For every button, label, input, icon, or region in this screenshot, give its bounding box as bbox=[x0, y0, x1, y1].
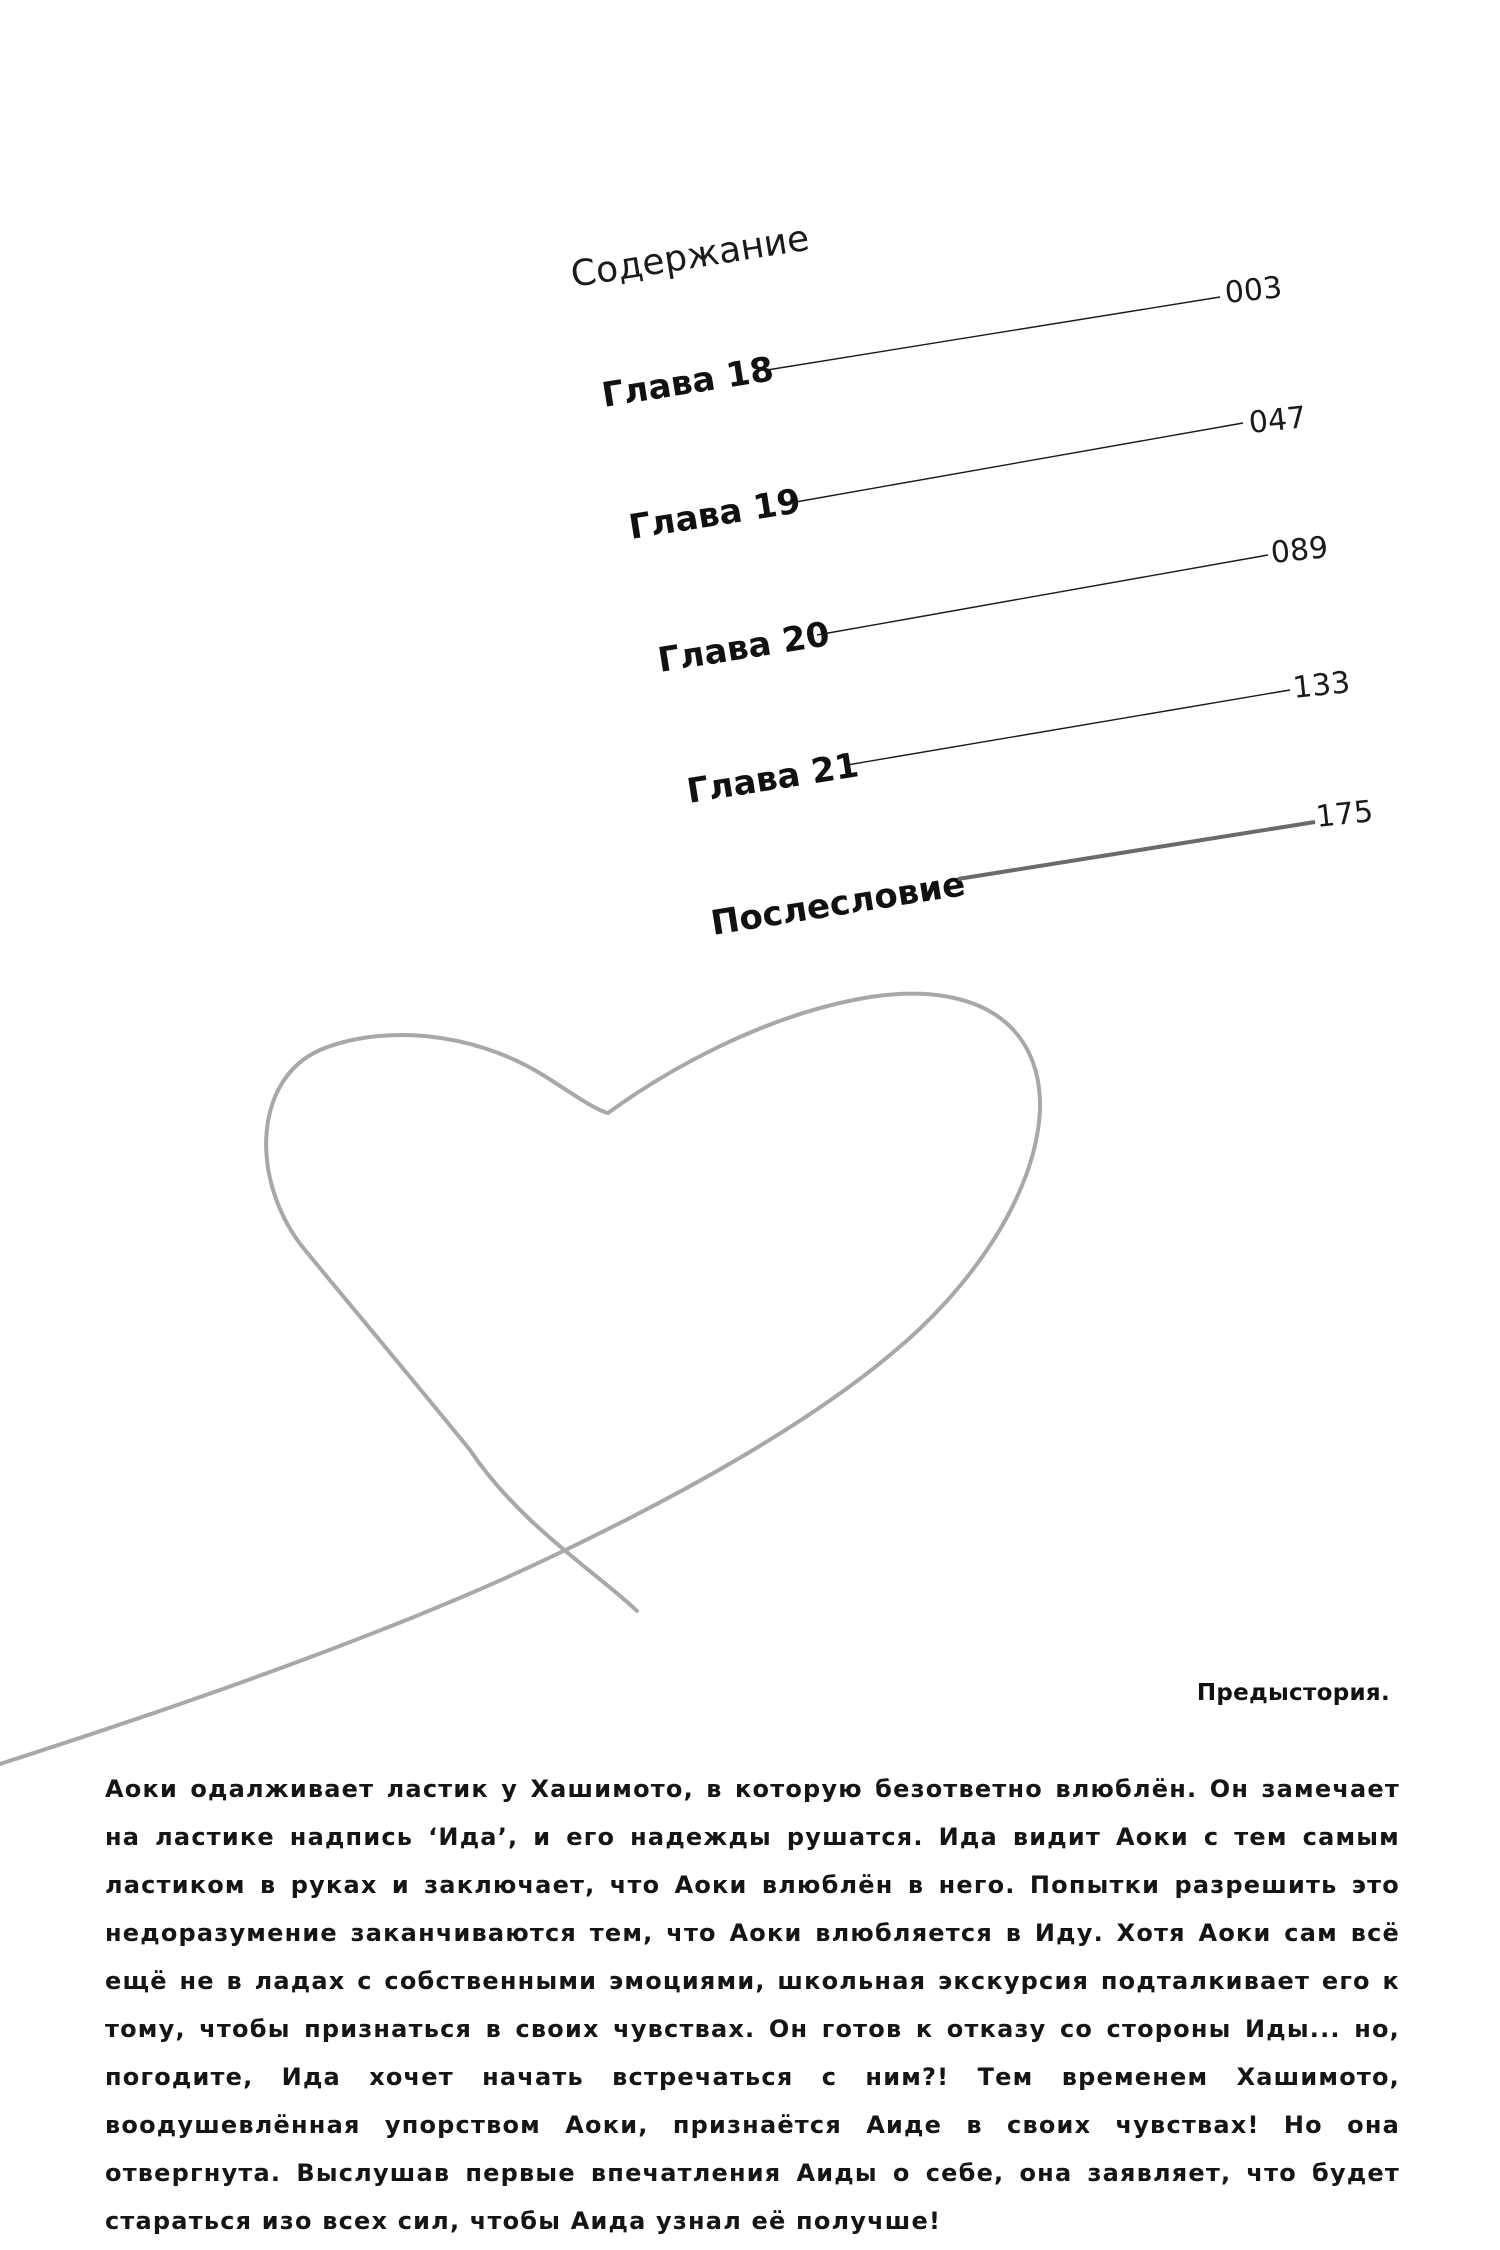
toc-entry-afterword[interactable] bbox=[708, 794, 1375, 944]
toc-leader-line bbox=[817, 555, 1268, 635]
toc-entry-label: Послесловие bbox=[708, 864, 968, 944]
heart-line-drawing-icon bbox=[0, 994, 1040, 1764]
toc-entry-chapter-18[interactable] bbox=[599, 270, 1284, 416]
toc-entry-chapter-21[interactable] bbox=[684, 665, 1352, 812]
toc-entry-page: 003 bbox=[1223, 270, 1284, 311]
toc-entry-page: 133 bbox=[1291, 665, 1352, 706]
toc-leader-line bbox=[847, 690, 1290, 765]
toc-entry-chapter-19[interactable] bbox=[626, 400, 1308, 548]
toc-entry-label: Глава 19 bbox=[626, 481, 804, 548]
toc-entry-page: 089 bbox=[1269, 530, 1330, 571]
toc-leader-line bbox=[790, 423, 1243, 503]
toc-entry-label: Глава 20 bbox=[655, 614, 833, 681]
toc-entry-label: Глава 21 bbox=[684, 745, 862, 812]
toc-entry-page: 047 bbox=[1247, 400, 1308, 441]
toc-entry-chapter-20[interactable] bbox=[655, 530, 1330, 681]
toc-leader-line bbox=[958, 822, 1315, 879]
toc-entry-label: Глава 18 bbox=[599, 349, 777, 416]
toc-entry-page: 175 bbox=[1314, 794, 1375, 835]
toc-leader-line bbox=[767, 297, 1220, 370]
backstory-heading: Предыстория. bbox=[1196, 1680, 1390, 1706]
backstory-synopsis: Аоки одалживает ластик у Хашимото, в которую безответно влюблён. Он замечает на ластике надпись ‘Ида’, и его надежды рушатся. Ида видит Аоки с тем самым ластиком в руках и заключает, что Аоки влюблён в него. Попытки разрешить это недоразумение заканчиваются тем, что Аоки влюбляется в Иду. Хотя Аоки сам всё ещё не в ладах с собственными эмоциями, школьная экскурсия подталкивает его к тому, чтобы признаться в своих чувствах. Он готов к отказу со стороны Иды... но, погодите, Ида хочет начать встречаться с ним?! Тем временем Хашимото, воодушевлённая упорством Аоки, признаётся Аиде в своих чувствах! Но она отвергнута. Выслушав первые впечатления Аиды о себе, она заявляет, что будет стараться изо всех сил, чтобы Аида узнал её получше! bbox=[105, 1775, 1400, 2235]
toc-title: Содержание bbox=[567, 217, 813, 296]
